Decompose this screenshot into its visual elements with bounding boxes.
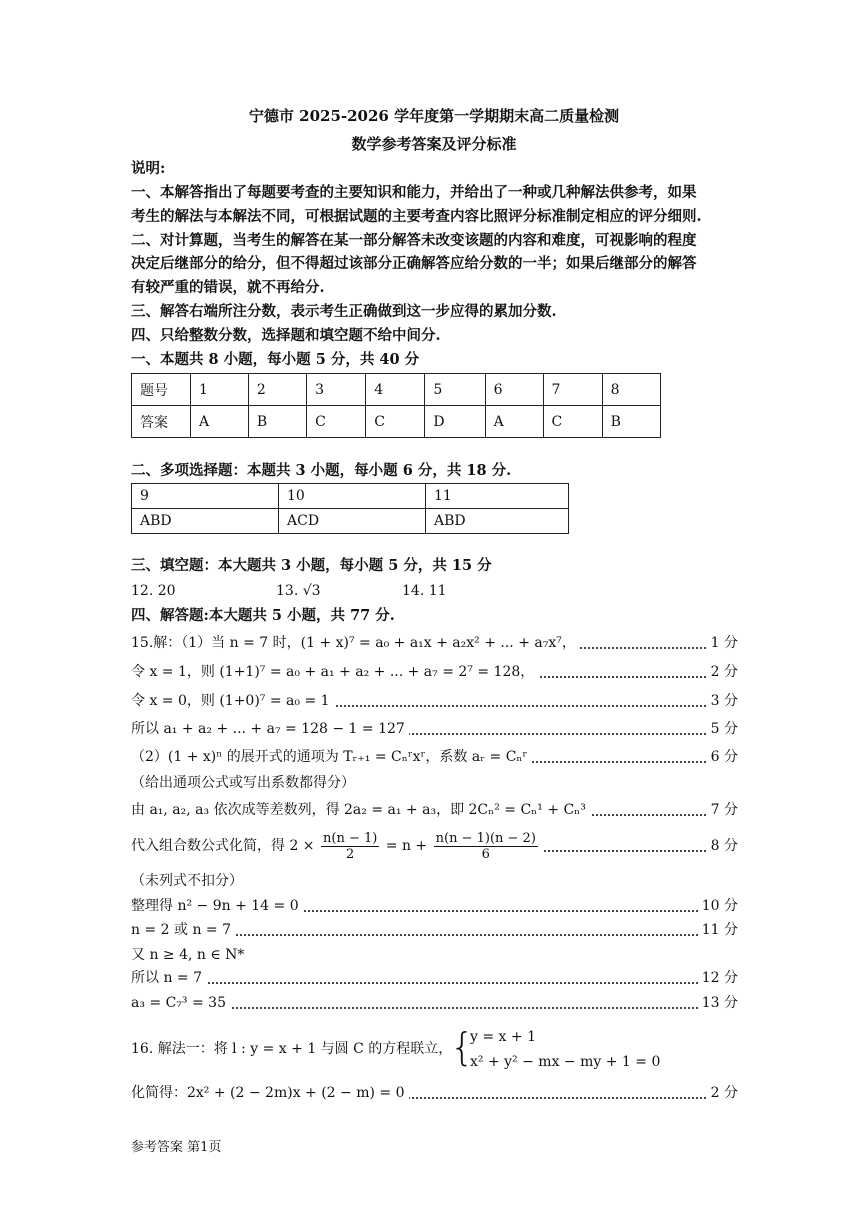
step-text: 15.解：（1）当 n = 7 时，(1 + x)⁷ = a₀ + a₁x + a₂x² + ... + a₇x⁷， bbox=[131, 633, 580, 653]
step-text: （2）(1 + x)ⁿ 的展开式的通项为 Tᵣ₊₁ = Cₙʳxʳ，系数 aᵣ = Cₙʳ bbox=[131, 747, 531, 767]
fill-answer-14: 14. 11 bbox=[402, 583, 447, 599]
fill-answer-12: 12. 20 bbox=[131, 583, 176, 599]
table-cell: ABD bbox=[132, 509, 279, 534]
fraction bbox=[434, 831, 538, 862]
step-text: 由 a₁, a₂, a₃ 依次成等差数列，得 2a₂ = a₁ + a₃，即 2Cₙ² = Cₙ¹ + Cₙ³ bbox=[131, 800, 590, 820]
solution-step bbox=[131, 633, 738, 653]
note-line: 考生的解法与本解法不同，可根据试题的主要考查内容比照评分标准制定相应的评分细则. bbox=[131, 208, 702, 225]
step-text: 令 x = 0，则 (1+0)⁷ = a₀ = 1 bbox=[131, 691, 334, 711]
table-cell: ACD bbox=[279, 509, 426, 534]
step-score: 3 分 bbox=[707, 691, 738, 711]
system-brace: { bbox=[450, 1025, 475, 1069]
table-cell: ABD bbox=[426, 509, 569, 534]
table-cell: 6 bbox=[485, 374, 543, 406]
step-text-mid: = n + bbox=[385, 838, 428, 854]
step-score: 1 分 bbox=[707, 633, 738, 653]
step-text: 所以 a₁ + a₂ + ... + a₇ = 128 − 1 = 127 bbox=[131, 719, 409, 739]
table-cell: C bbox=[543, 406, 602, 438]
solution-step bbox=[131, 747, 738, 767]
section4-heading: 四、解答题:本大题共 5 小题，共 77 分. bbox=[131, 607, 395, 624]
step-score: 5 分 bbox=[707, 719, 738, 739]
q16-equation-2: x² + y² − mx − my + 1 = 0 bbox=[470, 1054, 661, 1070]
step-score: 6 分 bbox=[707, 747, 738, 767]
section3-heading: 三、填空题：本大题共 3 小题，每小题 5 分，共 15 分 bbox=[131, 557, 492, 574]
step-text bbox=[131, 826, 544, 866]
table-cell: 11 bbox=[426, 484, 569, 509]
step-score: 2 分 bbox=[707, 662, 738, 682]
table-cell: B bbox=[248, 406, 306, 438]
solution-step bbox=[131, 826, 738, 866]
step-score: 10 分 bbox=[698, 896, 738, 916]
step-text: 整理得 n² − 9n + 14 = 0 bbox=[131, 896, 303, 916]
table-row bbox=[132, 406, 661, 438]
note-line: 二、对计算题，当考生的解答在某一部分解答未改变该题的内容和难度，可视影响的程度 bbox=[131, 232, 697, 249]
table-cell: 4 bbox=[366, 374, 425, 406]
table-cell: A bbox=[191, 406, 249, 438]
fraction-numerator: n(n − 1) bbox=[323, 830, 378, 846]
step-score: 11 分 bbox=[698, 920, 738, 940]
step-note: （未列式不扣分） bbox=[131, 873, 243, 889]
fraction bbox=[321, 831, 379, 862]
fraction-denominator: 6 bbox=[481, 846, 490, 862]
table-cell: 1 bbox=[191, 374, 249, 406]
step-score: 7 分 bbox=[707, 800, 738, 820]
table-cell: B bbox=[602, 406, 660, 438]
table-cell: 题号 bbox=[132, 374, 191, 406]
note-line: 四、只给整数分数，选择题和填空题不给中间分. bbox=[131, 327, 441, 344]
table-cell: C bbox=[366, 406, 425, 438]
table-row bbox=[132, 484, 569, 509]
fraction-numerator: n(n − 1)(n − 2) bbox=[435, 830, 536, 846]
step-text: 令 x = 1，则 (1+1)⁷ = a₀ + a₁ + a₂ + ... + a₇ = 2⁷ = 128， bbox=[131, 662, 538, 682]
solution-step bbox=[131, 662, 738, 682]
note-line: 一、本解答指出了每题要考查的主要知识和能力，并给出了一种或几种解法供参考，如果 bbox=[131, 184, 697, 201]
solution-step bbox=[131, 691, 738, 711]
note-line: 决定后继部分的给分，但不得超过该部分正确解答应给分数的一半；如果后继部分的解答 bbox=[131, 255, 697, 272]
q16-intro: 16. 解法一：将 l : y = x + 1 与圆 C 的方程联立， bbox=[131, 1041, 453, 1057]
step-text: 又 n ≥ 4, n ∈ N* bbox=[131, 947, 245, 963]
page-footer: 参考答案 第1页 bbox=[131, 1140, 222, 1155]
table-cell: 3 bbox=[307, 374, 366, 406]
table-cell: 10 bbox=[279, 484, 426, 509]
note-line: 有较严重的错误，就不再给分. bbox=[131, 279, 325, 296]
multi-choice-answer-table bbox=[131, 483, 569, 534]
step-text: 所以 n = 7 bbox=[131, 968, 206, 988]
step-text: n = 2 或 n = 7 bbox=[131, 920, 235, 940]
solution-step bbox=[131, 968, 738, 988]
section1-heading: 一、本题共 8 小题，每小题 5 分，共 40 分 bbox=[131, 351, 420, 368]
table-cell: C bbox=[307, 406, 366, 438]
step-text-pre: 代入组合数公式化简，得 2 × bbox=[131, 838, 315, 854]
step-score: 2 分 bbox=[707, 1083, 738, 1103]
table-cell: 5 bbox=[425, 374, 485, 406]
step-score: 13 分 bbox=[698, 993, 738, 1013]
step-note: （给出通项公式或写出系数都得分） bbox=[131, 775, 355, 791]
page-title: 宁德市 2025-2026 学年度第一学期期末高二质量检测 bbox=[248, 107, 620, 125]
solution-step bbox=[131, 1083, 738, 1103]
page-subtitle: 数学参考答案及评分标准 bbox=[351, 135, 517, 153]
table-cell: 7 bbox=[543, 374, 602, 406]
fraction-denominator: 2 bbox=[346, 846, 355, 862]
solution-step bbox=[131, 993, 738, 1013]
step-score: 12 分 bbox=[698, 968, 738, 988]
table-cell: 8 bbox=[602, 374, 660, 406]
table-row bbox=[132, 374, 661, 406]
notes-heading: 说明: bbox=[131, 160, 166, 177]
fill-answer-13: 13. √3 bbox=[276, 583, 321, 599]
table-cell: 2 bbox=[248, 374, 306, 406]
table-row bbox=[132, 509, 569, 534]
solution-step bbox=[131, 896, 738, 916]
step-score: 8 分 bbox=[707, 826, 738, 866]
step-text: 化简得：2x² + (2 − 2m)x + (2 − m) = 0 bbox=[131, 1083, 409, 1103]
note-line: 三、解答右端所注分数，表示考生正确做到这一步应得的累加分数. bbox=[131, 303, 557, 320]
table-cell: A bbox=[485, 406, 543, 438]
solution-step bbox=[131, 920, 738, 940]
section2-heading: 二、多项选择题：本题共 3 小题，每小题 6 分，共 18 分. bbox=[131, 462, 512, 479]
solution-step bbox=[131, 719, 738, 739]
q16-equation-1: y = x + 1 bbox=[470, 1029, 536, 1045]
solution-step bbox=[131, 800, 738, 820]
table-cell: 9 bbox=[132, 484, 279, 509]
table-cell: D bbox=[425, 406, 485, 438]
step-text: a₃ = C₇³ = 35 bbox=[131, 993, 230, 1013]
single-choice-answer-table bbox=[131, 373, 661, 438]
table-cell: 答案 bbox=[132, 406, 191, 438]
